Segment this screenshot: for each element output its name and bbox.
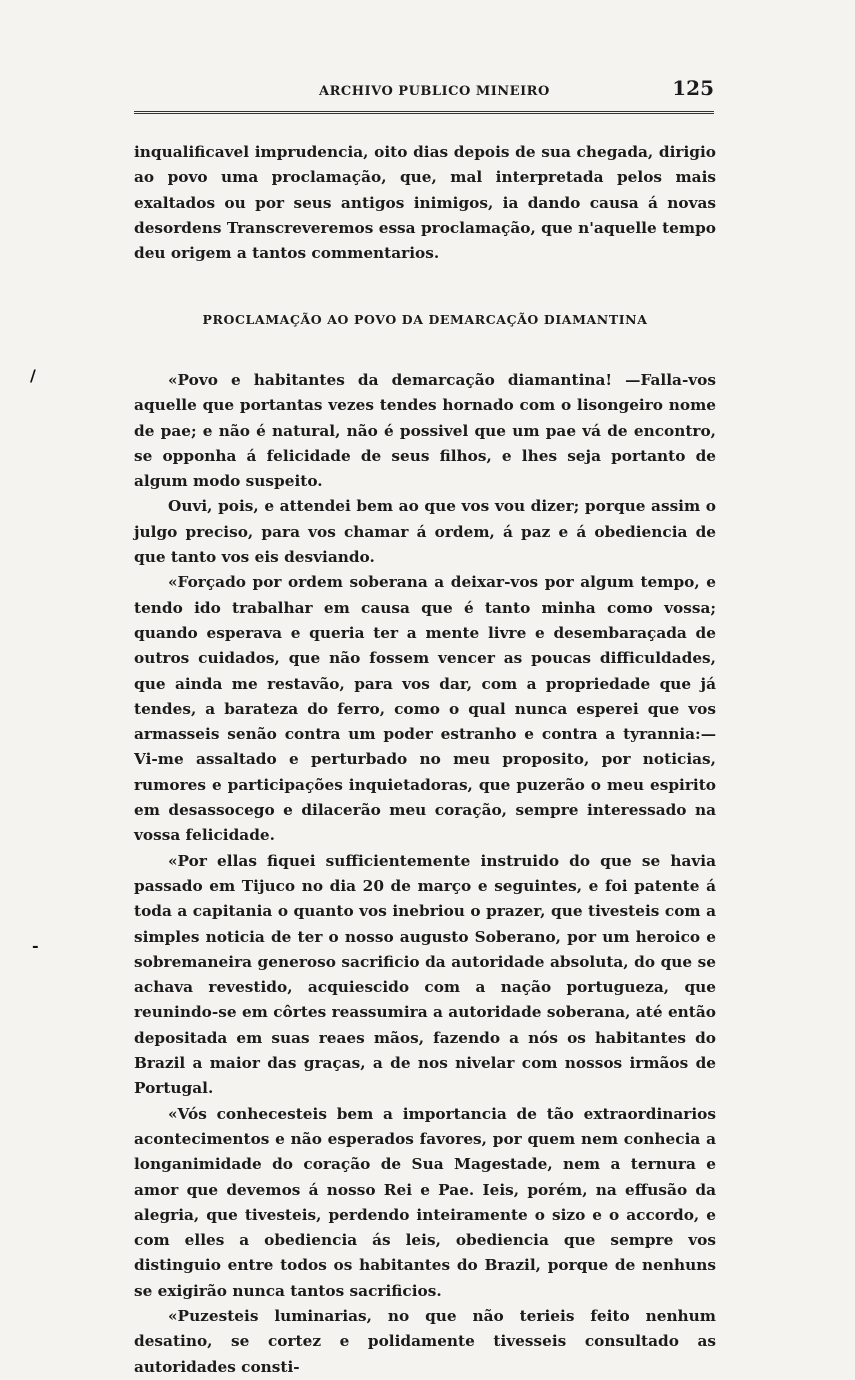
- paragraph: «Puzesteis luminarias, no que não terieis feito nenhum desatino, se cortez e polidamente tivesseis consultado as autoridades consti-: [134, 1306, 716, 1376]
- margin-mark: /: [30, 366, 36, 385]
- paragraph: «Forçado por ordem soberana a deixar-vos por algum tempo, e tendo ido trabalhar em causa que é tanto minha como vossa; quando esperava e queria ter a mente livre e desembaraçada de outros cuidados, que não fossem vencer as poucas difficuldades, que ainda me restavão, para vos dar, com a propriedade que já tendes, a barateza do ferro, como o qual nunca esperei que vos armasseis senão contra um poder estranho e contra a tyrannia:—Vi-me assaltado e perturbado no meu proposito, por noticias, rumores e participações inquietadoras, que puzerão o meu espirito em desassocego e dilacerão meu coração, sempre interessado na vossa felicidade.: [134, 573, 716, 845]
- intro-paragraph-block: [134, 140, 716, 266]
- paragraph: «Povo e habitantes da demarcação diamantina! —Falla-vos aquelle que portantas vezes tendes hornado com o lisongeiro nome de pae; e não é natural, não é possivel que um pae vá de encontro, se opponha á felicidade de seus filhos, e lhes seja portanto de algum modo suspeito.: [134, 371, 716, 491]
- page-header: [134, 76, 714, 104]
- paragraph: «Vós conhecesteis bem a importancia de tão extraordinarios acontecimentos e não esperados favores, por quem nem conhecia a longanimidade do coração de Sua Magestade, nem a ternura e amor que devemos á nosso Rei e Pae. Ieis, porém, na effusão da alegria, que tivesteis, perdendo inteiramente o sizo e o accordo, e com elles a obediencia ás leis, obediencia que sempre vos distinguio entre todos os habitantes do Brazil, porque de nenhuns se exigirão nunca tantos sacrificios.: [134, 1104, 716, 1300]
- section-title: PROCLAMAÇÃO AO POVO DA DEMARCAÇÃO DIAMANTINA: [202, 312, 648, 327]
- intro-paragraph: inqualificavel imprudencia, oito dias depois de sua chegada, dirigio ao povo uma proclamação, que, mal interpretada pelos mais exaltados ou por seus antigos inimigos, ia dando causa á novas desordens Transcreveremos essa proclamação, que n'aquelle tempo deu origem a tantos commentarios.: [134, 143, 716, 263]
- paragraph: Ouvi, pois, e attendei bem ao que vos vou dizer; porque assim o julgo preciso, para vos chamar á ordem, á paz e á obediencia de que tanto vos eis desviando.: [134, 497, 716, 567]
- header-rule: [134, 111, 714, 114]
- proclamation-text: [134, 368, 716, 1380]
- margin-mark: -: [32, 936, 39, 955]
- page-number: 125: [672, 76, 714, 100]
- running-title: ARCHIVO PUBLICO MINEIRO: [319, 84, 550, 99]
- paragraph: «Por ellas fiquei sufficientemente instruido do que se havia passado em Tijuco no dia 20 de março e seguintes, e foi patente á toda a capitania o quanto vos inebriou o prazer, que tivesteis com a simples noticia de ter o nosso augusto Soberano, por um heroico e sobremaneira generoso sacrificio da autoridade absoluta, do que se achava revestido, acquiescido com a nação portugueza, que reunindo-se em côrtes reassumira a autoridade soberana, até então depositada em suas reaes mãos, fazendo a nós os habitantes do Brazil a maior das graças, a de nos nivelar com nossos irmãos de Portugal.: [134, 851, 716, 1098]
